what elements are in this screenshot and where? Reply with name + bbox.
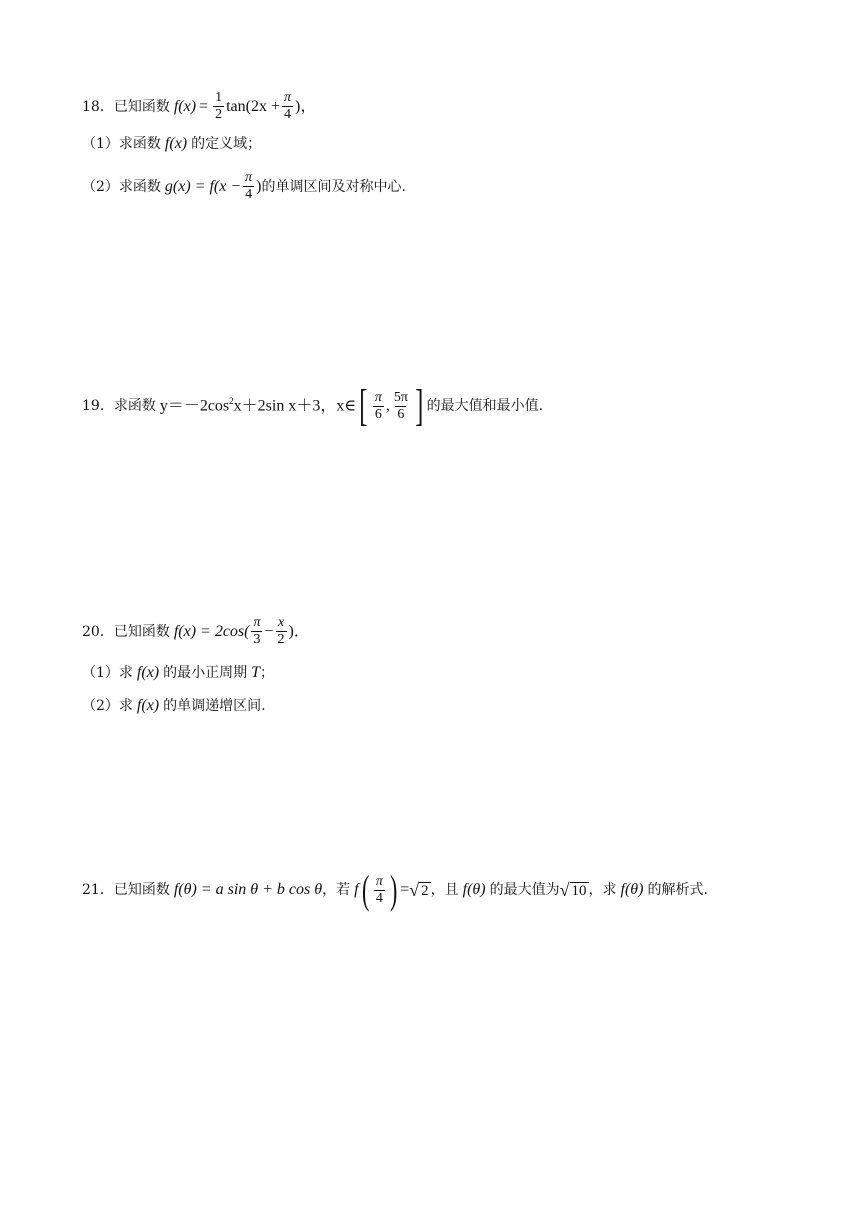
- q20-part1-end: ；: [260, 665, 275, 681]
- q18-part2: [82, 170, 406, 203]
- q18-half-den: 2: [215, 107, 223, 122]
- q21-text1: 的最大值为: [489, 882, 560, 898]
- q19-a-den: 6: [374, 406, 382, 422]
- q20-intro: 已知函数: [113, 623, 170, 640]
- q21-intro: 已知函数: [113, 882, 170, 898]
- q20-line: [82, 615, 310, 648]
- q20-close: )．: [288, 622, 310, 640]
- q21-eq: =: [400, 881, 410, 898]
- q18-part2-label: （2）求函数: [82, 178, 161, 195]
- q19-left-bracket: [: [359, 381, 368, 430]
- q18-part2-fraction: [243, 170, 254, 203]
- q20-x-num: x: [277, 615, 285, 630]
- q20-number: 20．: [82, 623, 114, 640]
- q21-ftheta: f(θ): [462, 881, 486, 898]
- q21-line: [82, 867, 708, 912]
- q19-intro: 求函数: [113, 398, 156, 414]
- q19-line: [82, 381, 544, 430]
- q20-part2-text: 的单调递增区间.: [163, 698, 266, 714]
- q19-expr-a: y＝－2cos: [159, 397, 230, 415]
- q20-three-den: 3: [253, 632, 261, 647]
- q21-comma1: ，若: [322, 882, 351, 898]
- q18-part1: [82, 136, 261, 152]
- q21-sqrt10-value: 10: [571, 883, 587, 899]
- q21-ftheta2: f(θ): [620, 881, 644, 898]
- q21-mid: ，且: [430, 882, 459, 898]
- q21-f: f: [354, 881, 359, 898]
- q19-comma: ,: [385, 397, 390, 414]
- q18-eq: =: [199, 97, 209, 115]
- sqrt-icon: √: [559, 880, 570, 900]
- q18-pi-den: 4: [283, 107, 291, 122]
- q21-sqrt10: [560, 881, 589, 899]
- q20-two-den: 2: [277, 632, 285, 647]
- q21-expr: f(θ) = a sin θ + b cos θ: [173, 881, 323, 898]
- q18-pi-fraction: [282, 90, 293, 123]
- q21-sqrt2-value: 2: [421, 883, 429, 899]
- q20-part2-label: （2）求: [82, 698, 133, 714]
- q18-number: 18．: [82, 98, 114, 115]
- q21-right-paren: ): [389, 867, 398, 912]
- q20-part1-T: T: [251, 664, 261, 681]
- q21-text2: ，求: [588, 882, 617, 898]
- q18-pi-num: π: [283, 90, 291, 105]
- q18-close: )，: [294, 97, 317, 115]
- q19-right-bracket: ]: [415, 381, 424, 430]
- q19-number: 19．: [82, 398, 114, 414]
- q18-half-num: 1: [215, 90, 223, 105]
- q21-fraction: [374, 874, 385, 907]
- q18-part2-close: ): [256, 177, 262, 195]
- q21-left-paren: (: [361, 867, 369, 912]
- q20-part1: [82, 665, 274, 681]
- q20-part2: [82, 698, 266, 714]
- q18-part2-text: 的单调区间及对称中心.: [261, 178, 406, 195]
- q21-pi-num: π: [375, 873, 383, 889]
- q18-part1-fx: f(x): [164, 135, 188, 152]
- q21-text3: 的解析式.: [647, 882, 708, 898]
- q18-part2-g: g(x) = f(x −: [164, 177, 242, 195]
- q20-fx: f(x) = 2cos(: [173, 622, 250, 640]
- q20-part1-fx: f(x): [136, 664, 160, 681]
- q19-fraction-b: [392, 390, 410, 423]
- q18-part1-label: （1）求函数: [82, 136, 161, 152]
- q18-half-fraction: [213, 90, 224, 123]
- q21-four-den: 4: [375, 890, 383, 906]
- q20-fraction-pi: [251, 615, 262, 648]
- q20-pi-num: π: [253, 615, 261, 630]
- q19-text: 的最大值和最小值.: [426, 398, 544, 414]
- q19-expr-b: x＋2sin x＋3，x∈: [233, 397, 357, 415]
- q20-part1-text: 的最小正周期: [163, 665, 248, 681]
- sqrt-icon: √: [409, 880, 420, 900]
- q19-a-num: π: [374, 389, 382, 405]
- q18-part2-four: 4: [245, 187, 253, 202]
- q19-square: 2: [229, 396, 234, 407]
- q21-sqrt2: [409, 881, 430, 899]
- q20-minus: −: [264, 622, 274, 640]
- q18-intro: 已知函数: [113, 98, 170, 115]
- q19-b-num: 5π: [393, 389, 408, 405]
- q21-number: 21．: [82, 882, 114, 898]
- q18-part2-pi: π: [245, 170, 253, 185]
- q18-part1-text: 的定义域；: [191, 136, 262, 152]
- q18-fx: f(x): [173, 97, 197, 115]
- q19-expr: [160, 397, 356, 414]
- q20-part1-label: （1）求: [82, 665, 133, 681]
- q20-fraction-x: [276, 615, 287, 648]
- q20-part2-fx: f(x): [136, 697, 160, 714]
- q19-b-den: 6: [397, 406, 405, 422]
- q18-tan: tan(2x +: [226, 97, 280, 115]
- q18-line: [82, 90, 316, 123]
- q19-fraction-a: [373, 390, 384, 423]
